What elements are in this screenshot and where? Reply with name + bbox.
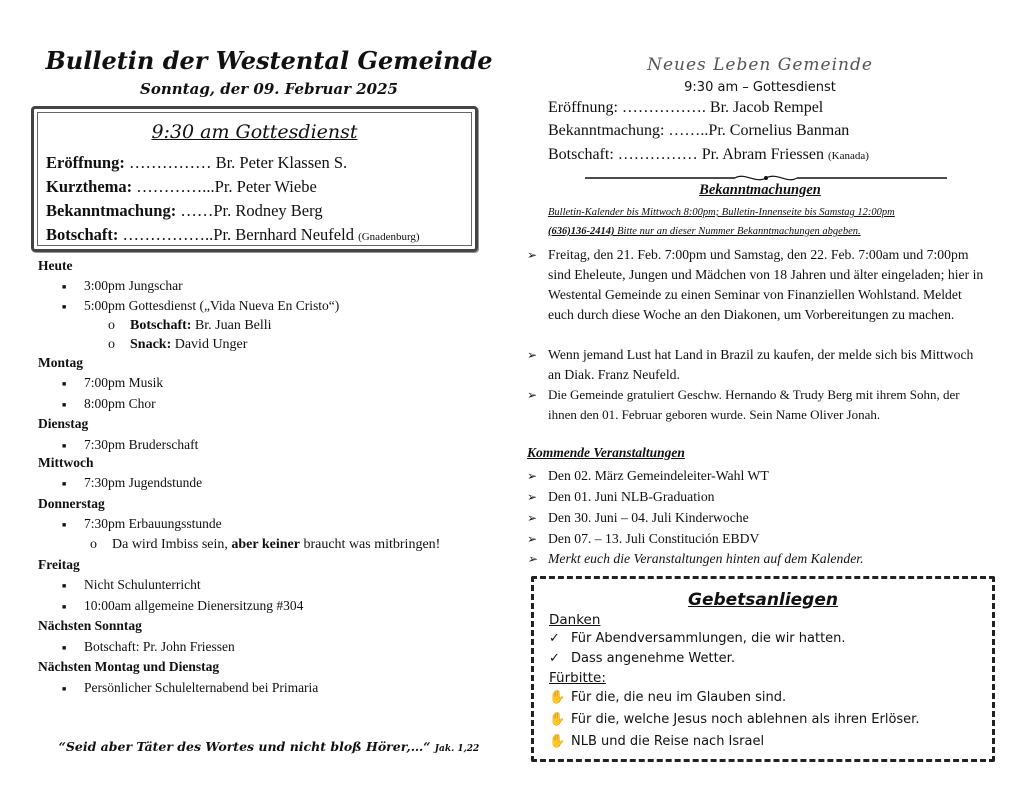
nl-church-title: Neues Leben Gemeinde [647, 55, 873, 75]
service-row-label: Kurzthema: [46, 177, 133, 196]
event-item: ➢ Den 02. März Gemeindeleiter-Wahl WT [527, 468, 769, 483]
bulletin-title: Bulletin der Westental Gemeinde [45, 46, 493, 75]
announcements-phone-note: (636)136-2414) Bitte nur an dieser Nummer Bekanntmachungen abgeben. [548, 226, 861, 237]
list-item: ■ Nicht Schulunterricht [62, 577, 201, 593]
service-row-name: Pr. Peter Wiebe [214, 177, 317, 196]
event-item: ➢ Den 01. Juni NLB-Graduation [527, 489, 715, 504]
list-item: ■ Botschaft: Pr. John Friessen [62, 639, 235, 655]
service-row-dots: …… [176, 201, 214, 220]
announcement-item: ➢ Die Gemeinde gratuliert Geschw. Hernando & Trudy Berg mit ihrem Sohn, der ihnen den 01. Februar geboren wurde. Sein Name Oliver Jonah. [527, 387, 960, 422]
list-item: ■ 8:00pm Chor [62, 396, 156, 412]
service-row-note: (Gnadenburg) [358, 231, 420, 243]
sub-item: o Da wird Imbiss sein, aber keiner braucht was mitbringen! [90, 537, 441, 552]
announcements-title: Bekanntmachungen [699, 182, 821, 198]
service-row-dots: …………… [124, 153, 216, 172]
day-mittwoch: Mittwoch [38, 455, 94, 470]
verse-reference: Jak. 1,22 [434, 744, 480, 754]
prayer-danken-label: Danken [549, 612, 601, 628]
day-heute: Heute [38, 258, 73, 273]
list-item: ■ 5:00pm Gottesdienst („Vida Nueva En Cristo“) [62, 298, 339, 314]
nl-service-time: 9:30 am – Gottesdienst [684, 80, 836, 95]
service-row-label: Bekanntmachung: [46, 201, 177, 220]
event-item: ➢ Den 30. Juni – 04. Juli Kinderwoche [527, 510, 749, 525]
service-row-label: Eröffnung: [46, 153, 125, 172]
prayer-fuerbitte-item: ✋ NLB und die Reise nach Israel [549, 734, 765, 749]
praying-hands-icon: ✋ [549, 712, 566, 727]
service-row-label: Botschaft: [46, 225, 119, 244]
nl-row-bekanntmachung: Bekanntmachung: ……..Pr. Cornelius Banman [548, 122, 850, 139]
service-row-name: Br. Peter Klassen S. [215, 153, 348, 172]
prayer-fuerbitte-label: Fürbitte: [549, 670, 606, 686]
events-title: Kommende Veranstaltungen [527, 445, 685, 460]
day-freitag: Freitag [38, 557, 80, 572]
service-row-eroeffnung [46, 153, 347, 173]
day-donnerstag: Donnerstag [38, 496, 105, 511]
service-row-dots: …………... [132, 177, 215, 196]
list-item: ■ Persönlicher Schulelternabend bei Primaria [62, 680, 318, 696]
praying-hands-icon: ✋ [549, 734, 566, 749]
announcement-item: ➢ Wenn jemand Lust hat Land in Brazil zu kaufen, der melde sich bis Mittwoch an Diak. Franz Neufeld. [527, 347, 974, 382]
list-item: ■ 7:30pm Bruderschaft [62, 437, 198, 453]
service-row-bekanntmachung [46, 201, 323, 221]
praying-hands-icon: ✋ [549, 690, 566, 705]
day-dienstag: Dienstag [38, 416, 89, 431]
service-box-title: 9:30 am Gottesdienst [151, 121, 358, 143]
prayer-danken-item: ✓ Dass angenehme Wetter. [549, 651, 735, 666]
service-row-botschaft [46, 225, 420, 245]
prayer-title: Gebetsanliegen [688, 590, 838, 610]
nl-row-eroeffnung: Eröffnung: ……………. Br. Jacob Rempel [548, 99, 824, 116]
verse-text: “Seid aber Täter des Wortes und nicht bloß Hörer,…“ [58, 739, 431, 754]
day-naechster-montag-dienstag: Nächsten Montag und Dienstag [38, 659, 220, 674]
service-row-kurzthema [46, 177, 317, 197]
list-item: ■ 7:00pm Musik [62, 375, 163, 391]
nl-row-botschaft: Botschaft: …………… Pr. Abram Friessen (Kanada) [548, 146, 869, 163]
bulletin-date: Sonntag, der 09. Februar 2025 [140, 80, 398, 98]
event-item: ➢ Den 07. – 13. Juli Constitución EBDV [527, 531, 760, 546]
service-row-name: Pr. Rodney Berg [213, 201, 323, 220]
check-icon: ✓ [549, 631, 560, 646]
list-item: ■ 7:30pm Jugendstunde [62, 475, 202, 491]
day-montag: Montag [38, 355, 83, 370]
prayer-danken-item: ✓ Für Abendversammlungen, die wir hatten. [549, 631, 846, 646]
list-item: ■ 7:30pm Erbauungsstunde [62, 516, 222, 532]
announcement-item: ➢ Freitag, den 21. Feb. 7:00pm und Samstag, den 22. Feb. 7:00am und 7:00pm sind Eheleute, Jungen und Mädchen von 18 Jahren und älter eingeladen; hier in Westental Gemeinde zu einen Seminar von Finanziellen Wohlstand. Meldet euch durch diese Woche an den Diakonen, um Vorbereitungen zu machen. [527, 247, 984, 322]
service-row-dots: …………….. [118, 225, 214, 244]
service-row-name: Pr. Bernhard Neufeld [213, 225, 354, 244]
sub-item: o Botschaft: Br. Juan Belli [108, 318, 272, 333]
announcements-deadline-note: Bulletin-Kalender bis Mittwoch 8:00pm; Bulletin-Innenseite bis Samstag 12:00pm [548, 207, 895, 218]
bible-verse [30, 739, 508, 754]
event-item: ➢ Merkt euch die Veranstaltungen hinten auf dem Kalender. [527, 551, 864, 566]
day-naechster-sonntag: Nächsten Sonntag [38, 618, 142, 633]
list-item: ■ 10:00am allgemeine Dienersitzung #304 [62, 598, 303, 614]
sub-item: o Snack: David Unger [108, 337, 248, 352]
list-item: ■ 3:00pm Jungschar [62, 278, 183, 294]
service-box [31, 106, 478, 252]
prayer-fuerbitte-item: ✋ Für die, welche Jesus noch ablehnen als ihren Erlöser. [549, 712, 920, 727]
prayer-fuerbitte-item: ✋ Für die, die neu im Glauben sind. [549, 690, 787, 705]
check-icon: ✓ [549, 651, 560, 666]
